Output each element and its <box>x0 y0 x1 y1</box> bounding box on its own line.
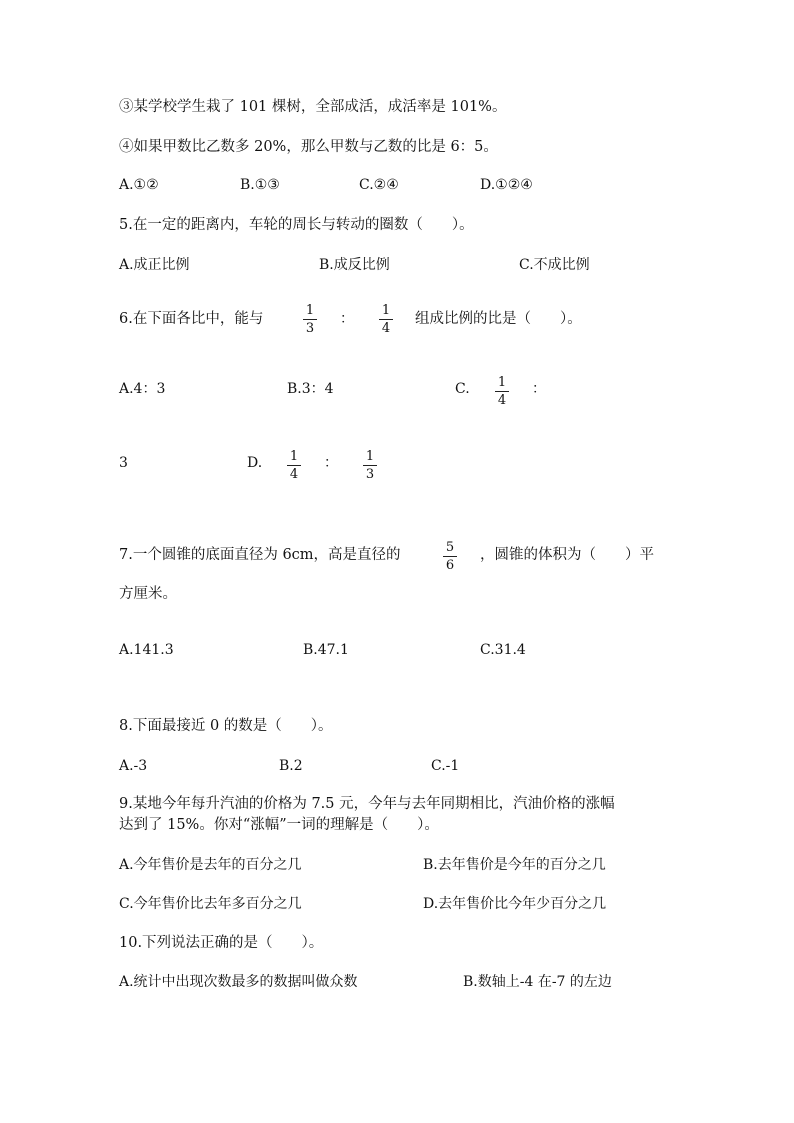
q10-question: 10.下列说法正确的是（ ）。 <box>119 935 324 951</box>
q8-option-a: A.-3 <box>119 758 148 774</box>
fraction-denominator: 6 <box>445 558 455 573</box>
q7-question-line2: 方厘米。 <box>119 586 177 602</box>
q5-question: 5.在一定的距离内，车轮的周长与转动的圈数（ ）。 <box>119 217 474 233</box>
q6-option-d-colon: ： <box>324 455 338 471</box>
q9-option-a: A.今年售价是去年的百分之几 <box>119 857 302 873</box>
fraction-bar <box>303 319 317 320</box>
fraction-bar <box>363 465 377 466</box>
q9-option-b: B.去年售价是今年的百分之几 <box>423 857 606 873</box>
q5-option-a: A.成正比例 <box>119 257 190 273</box>
q4-option-a: A.①② <box>119 177 159 193</box>
q9-option-d: D.去年售价比今年少百分之几 <box>423 896 607 912</box>
q5-option-c: C.不成比例 <box>519 257 590 273</box>
q7-question-suffix: ，圆锥的体积为（ ）平 <box>480 547 654 563</box>
q6-question-suffix: 组成比例的比是（ ）。 <box>415 311 582 327</box>
q6-option-b: B.3：4 <box>287 381 334 397</box>
q4-statement-3: ③某学校学生栽了 101 棵树，全部成活，成活率是 101%。 <box>119 99 507 115</box>
q7-option-b: B.47.1 <box>303 642 349 658</box>
fraction-denominator: 3 <box>305 321 315 336</box>
q9-question-line1: 9.某地今年每升汽油的价格为 7.5 元，今年与去年同期相比，汽油价格的涨幅 <box>119 796 615 812</box>
fraction-numerator: 1 <box>497 375 507 390</box>
fraction-numerator: 1 <box>305 303 315 318</box>
fraction-bar <box>495 391 509 392</box>
q8-option-c: C.-1 <box>431 758 460 774</box>
fraction-denominator: 4 <box>289 467 299 482</box>
fraction-denominator: 4 <box>497 393 507 408</box>
fraction-denominator: 4 <box>381 321 391 336</box>
fraction-numerator: 1 <box>381 303 391 318</box>
q10-option-b: B.数轴上-4 在-7 的左边 <box>463 974 612 990</box>
fraction-bar <box>443 556 457 557</box>
q7-fraction-five-sixths <box>442 540 458 573</box>
q6-option-c-colon: ： <box>532 381 546 397</box>
q6-option-c-fraction <box>494 375 510 408</box>
q8-question: 8.下面最接近 0 的数是（ ）。 <box>119 718 333 734</box>
q6-option-a: A.4：3 <box>119 381 166 397</box>
q6-option-d-label: D. <box>247 455 263 471</box>
fraction-denominator: 3 <box>365 467 375 482</box>
q4-option-c: C.②④ <box>359 177 399 193</box>
q4-option-b: B.①③ <box>240 177 280 193</box>
fraction-numerator: 1 <box>289 449 299 464</box>
q5-option-b: B.成反比例 <box>319 257 390 273</box>
q10-option-a: A.统计中出现次数最多的数据叫做众数 <box>119 974 358 990</box>
q7-option-a: A.141.3 <box>119 642 174 658</box>
q6-fraction-one-fourth <box>378 303 394 336</box>
q9-question-line2: 达到了 15%。你对“涨幅”一词的理解是（ ）。 <box>119 817 439 833</box>
q6-question-prefix: 6.在下面各比中，能与 <box>119 311 264 327</box>
q6-option-c-label: C. <box>455 381 470 397</box>
q8-option-b: B.2 <box>279 758 303 774</box>
q6-option-d-fraction-1 <box>286 449 302 482</box>
q4-statement-4: ④如果甲数比乙数多 20%，那么甲数与乙数的比是 6：5。 <box>119 139 498 155</box>
fraction-bar <box>287 465 301 466</box>
q7-question-prefix: 7.一个圆锥的底面直径为 6cm，高是直径的 <box>119 547 401 563</box>
q6-option-c-tail: 3 <box>119 455 128 471</box>
q9-option-c: C.今年售价比去年多百分之几 <box>119 896 302 912</box>
q6-fraction-one-third <box>302 303 318 336</box>
fraction-numerator: 1 <box>365 449 375 464</box>
q7-option-c: C.31.4 <box>480 642 526 658</box>
q6-option-d-fraction-2 <box>362 449 378 482</box>
fraction-bar <box>379 319 393 320</box>
q4-option-d: D.①②④ <box>480 177 533 193</box>
q6-ratio-colon: ： <box>340 311 354 327</box>
fraction-numerator: 5 <box>445 540 455 555</box>
